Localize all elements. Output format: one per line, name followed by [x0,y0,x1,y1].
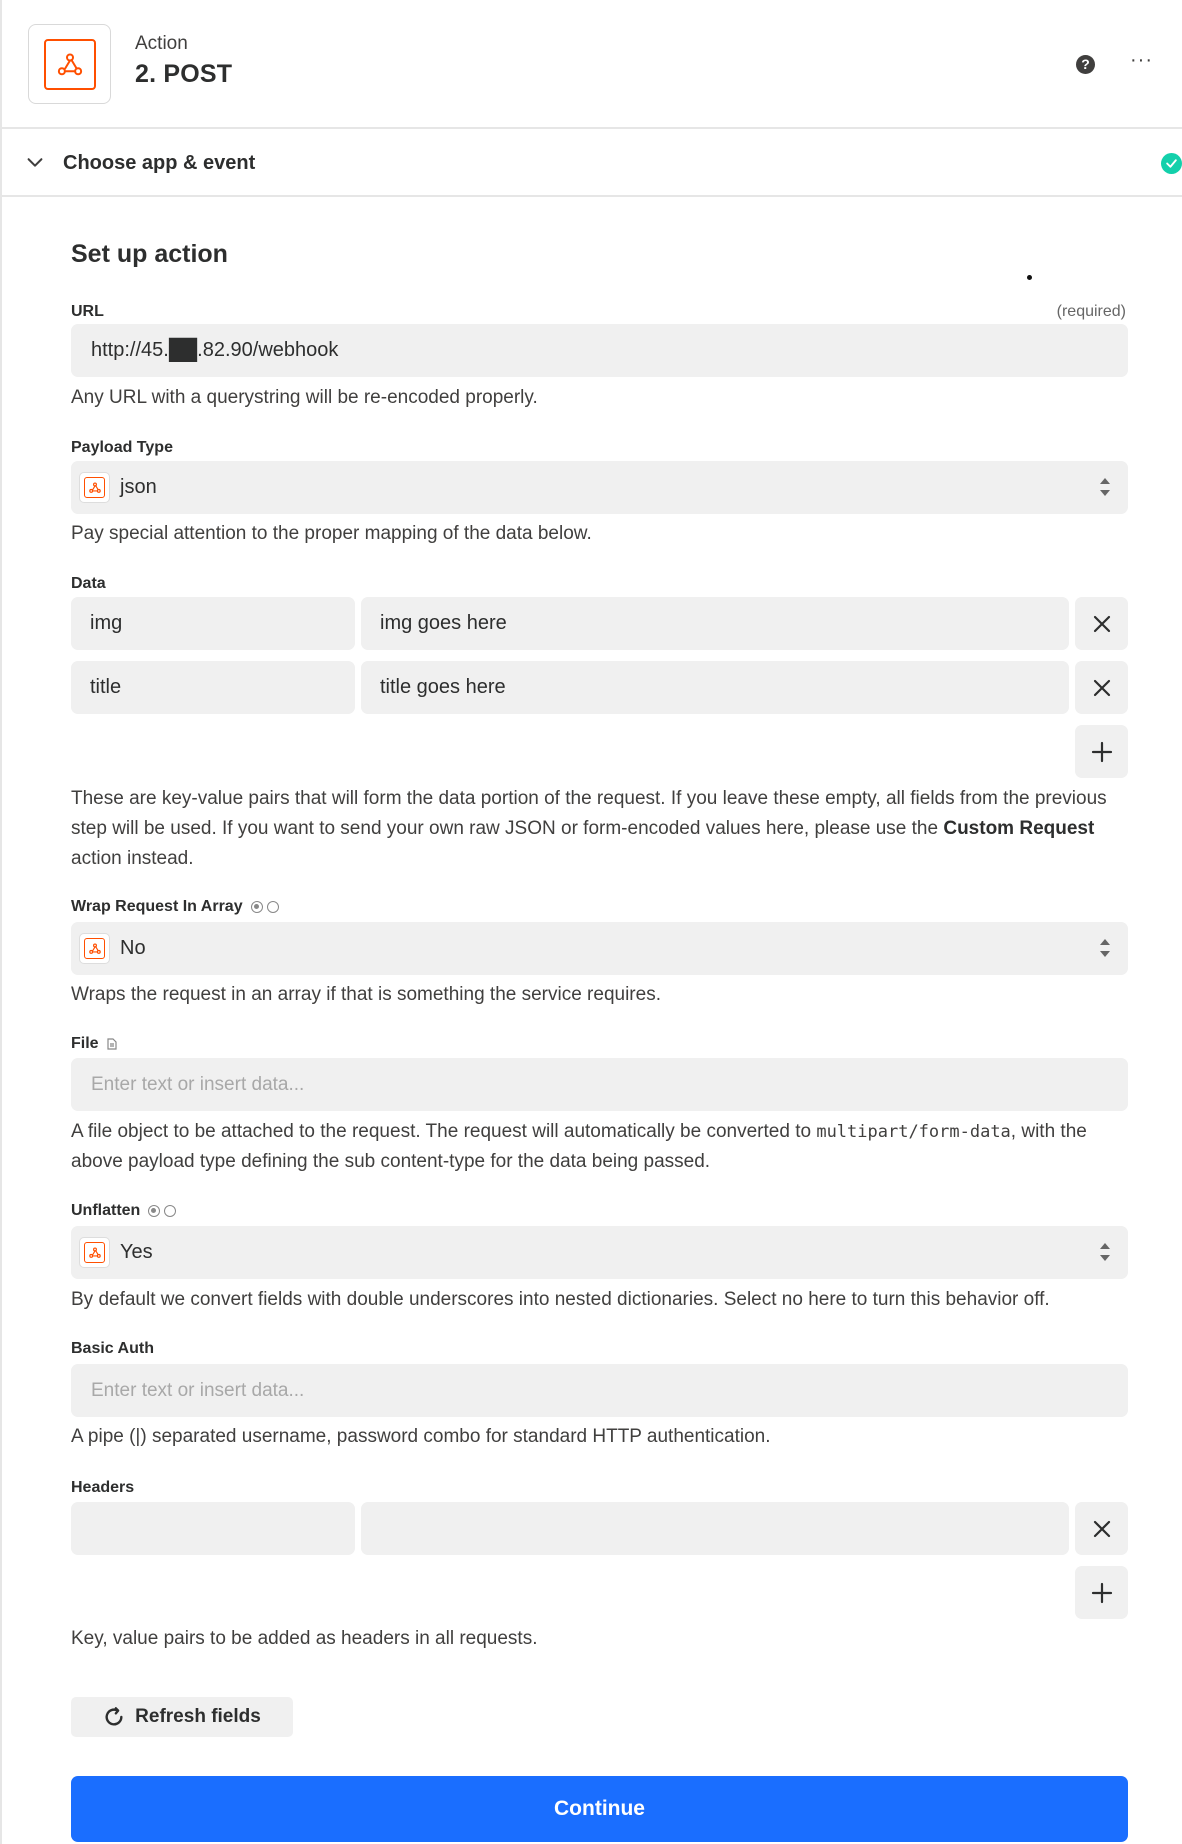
check-complete-icon [1161,153,1182,174]
step-kind-label: Action [135,33,188,54]
unflatten-value: Yes [120,1241,153,1263]
chevron-down-icon[interactable] [24,151,46,178]
app-icon-tile[interactable] [28,24,111,104]
radio-off-icon[interactable] [267,901,279,913]
refresh-fields-label: Refresh fields [135,1706,261,1727]
data-label: Data [71,575,106,592]
data-value-input[interactable]: title goes here [361,661,1069,714]
basic-auth-help: A pipe (|) separated username, password combo for standard HTTP authentication. [71,1426,771,1447]
refresh-fields-button[interactable] [71,1697,293,1737]
radio-on-icon[interactable] [251,901,263,913]
close-icon [1092,678,1112,698]
close-icon [1092,614,1112,634]
data-key-input[interactable]: title [71,661,355,714]
webhook-icon [79,472,110,503]
radio-on-icon[interactable] [148,1205,160,1217]
basic-auth-input[interactable]: Enter text or insert data... [71,1364,1128,1417]
url-label: URL [71,303,104,320]
remove-row-button[interactable] [1075,661,1128,714]
data-value-input[interactable]: img goes here [361,597,1069,650]
unflatten-label: Unflatten [71,1202,176,1220]
add-header-button[interactable] [1075,1566,1128,1619]
required-indicator: (required) [1056,303,1126,320]
field-mode-toggle[interactable] [251,901,279,913]
data-key-input[interactable]: img [71,597,355,650]
unflatten-select[interactable] [71,1226,1128,1279]
step-header [2,0,1182,129]
payload-type-label: Payload Type [71,439,173,456]
payload-type-select[interactable] [71,461,1128,514]
plus-icon [1091,741,1113,763]
select-arrows-icon [1098,476,1112,504]
url-help: Any URL with a querystring will be re-encoded properly. [71,387,538,408]
unflatten-help: By default we convert fields with double underscores into nested dictionaries. Select no here to turn this behavior off. [71,1289,1050,1310]
choose-app-event-section[interactable] [2,131,1182,197]
step-title[interactable]: 2. POST [135,60,233,88]
close-icon [1092,1519,1112,1539]
cursor-dot [1027,275,1032,280]
webhook-icon [79,1237,110,1268]
data-help: These are key-value pairs that will form the data portion of the request. If you leave these empty, all fields from the previous step will be used. If you want to send your own raw JSON or form-encoded values here, please use the Custom Request action instead. [71,788,1107,869]
wrap-request-help: Wraps the request in an array if that is something the service requires. [71,984,661,1005]
payload-type-value: json [120,476,157,498]
remove-row-button[interactable] [1075,597,1128,650]
basic-auth-label: Basic Auth [71,1340,154,1357]
webhook-icon [44,39,96,90]
payload-type-help: Pay special attention to the proper mapping of the data below. [71,523,592,544]
more-options-icon[interactable]: ··· [1130,49,1153,71]
document-icon [107,1038,117,1050]
refresh-icon [103,1706,125,1728]
plus-icon [1091,1582,1113,1604]
remove-header-button[interactable] [1075,1502,1128,1555]
file-label: File [71,1035,117,1053]
help-icon[interactable]: ? [1076,55,1095,74]
setup-action-title: Set up action [71,240,228,268]
header-value-input[interactable] [361,1502,1069,1555]
radio-off-icon[interactable] [164,1205,176,1217]
file-input[interactable]: Enter text or insert data... [71,1058,1128,1111]
wrap-request-select[interactable] [71,922,1128,975]
file-help: A file object to be attached to the request. The request will automatically be converted to multipart/form-data, with the above payload type defining the sub content-type for the data being passed. [71,1121,1087,1172]
headers-help: Key, value pairs to be added as headers in all requests. [71,1628,538,1649]
headers-label: Headers [71,1479,135,1496]
webhook-icon [79,933,110,964]
wrap-request-label: Wrap Request In Array [71,898,279,916]
select-arrows-icon [1098,1241,1112,1269]
url-input[interactable]: http://45.██.82.90/webhook [71,324,1128,377]
field-mode-toggle[interactable] [148,1205,176,1217]
section-title[interactable]: Choose app & event [63,152,256,174]
continue-button[interactable]: Continue [71,1776,1128,1842]
header-key-input[interactable] [71,1502,355,1555]
wrap-request-value: No [120,937,146,959]
add-row-button[interactable] [1075,725,1128,778]
select-arrows-icon [1098,937,1112,965]
